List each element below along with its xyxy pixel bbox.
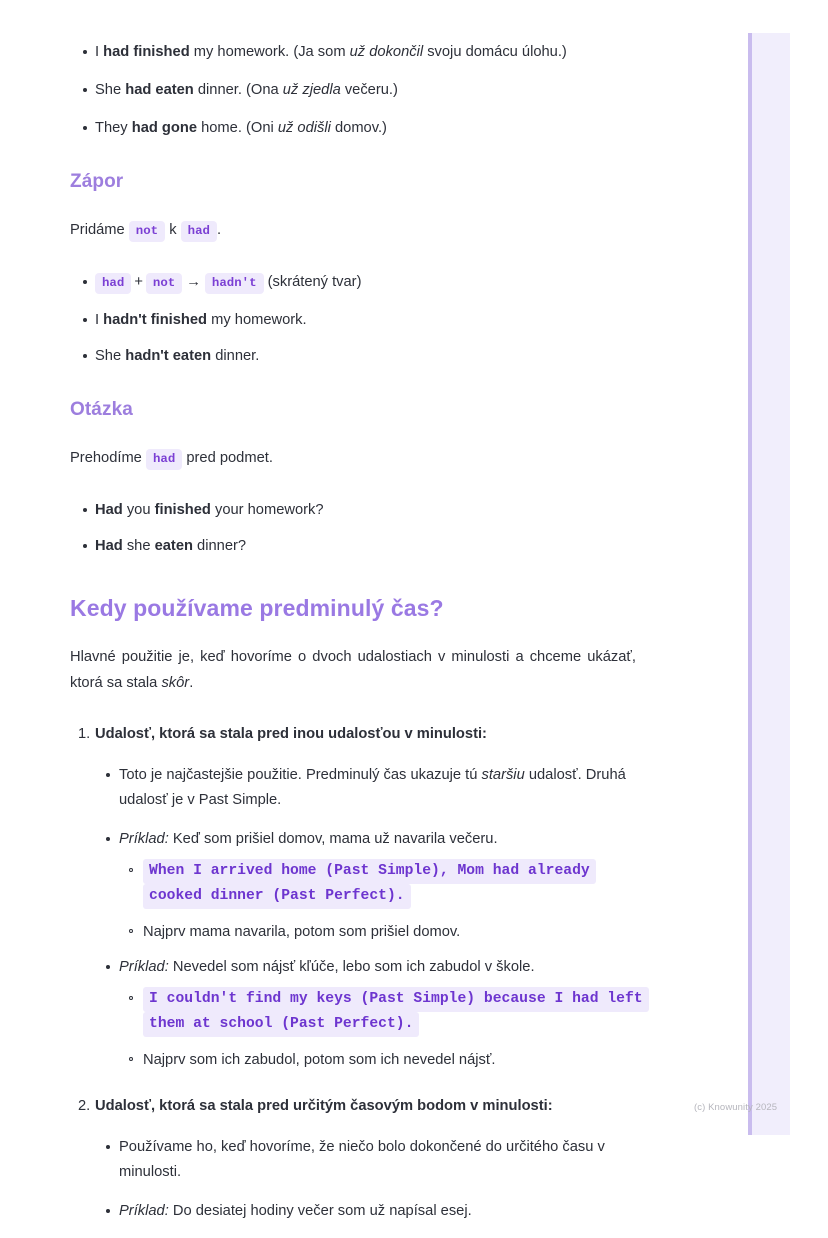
question-rule-prefix: Prehodíme [70,450,142,466]
code-chip-had: had [95,273,131,294]
code-chip-not: not [129,221,165,242]
list-item [95,763,664,813]
list-item-note: Najprv som ich zabudol, potom som ich nevedel nájsť. [119,1048,670,1073]
list-item [70,344,670,369]
negative-rule [70,217,670,244]
affirmative-examples-list [70,40,670,141]
example-prefix: She [95,348,126,364]
example-suffix: domov.) [330,120,387,136]
example-suffix: dinner. [211,348,260,364]
example-bold: finished [154,502,211,518]
usage-intro-suffix: . [189,675,194,691]
usage-intro-paragraph [70,644,636,696]
list-item [70,308,670,333]
code-chip-had: had [181,221,217,242]
sub-text-prefix: Toto je najčastejšie použitie. Predminulý čas ukazuje tú [119,767,482,783]
list-item [70,40,670,65]
sub-text-prefix: Používame ho, keď hovoríme, že niečo bolo dokončené do určitého času v minulosti. [119,1139,605,1180]
example-italic: už odišli [277,120,331,136]
arrow-icon: → [186,274,201,290]
list-item [70,78,670,103]
code-block: When I arrived home (Past Simple), Mom had already cooked dinner (Past Perfect). [143,859,596,909]
example-text: Nevedel som nájsť kľúče, lebo som ich zabudol v škole. [168,959,535,975]
plus-sign: + [134,274,143,290]
section-title-negative: Zápor [70,171,124,192]
usage-intro-italic: skôr [161,675,190,691]
page-title-usage: Kedy používame predminulý čas? [70,595,444,621]
code-chip-not: not [146,273,182,294]
example-middle: she [122,538,155,554]
question-rule-suffix: pred podmet. [186,450,273,466]
example-label: Príklad: [119,831,169,847]
decorative-right-line [748,33,752,1135]
example-bold: hadn't finished [103,312,208,328]
example-suffix: svoju domácu úlohu.) [423,44,567,60]
usage-sub-list [95,763,670,1073]
example-prefix: I [95,312,104,328]
example-bold: had finished [103,44,190,60]
example-bold: had eaten [125,82,194,98]
negative-rule-suffix: . [216,222,222,238]
section-title-question: Otázka [70,399,133,420]
example-bold: hadn't eaten [125,348,212,364]
example-suffix: my homework. [207,312,307,328]
sub-text-italic: staršiu [481,767,525,783]
usage-numbered-list [70,722,670,1224]
example-bold: had gone [131,120,198,136]
example-suffix: večeru.) [340,82,398,98]
list-item [70,116,670,141]
code-block: I couldn't find my keys (Past Simple) because I had left them at school (Past Perfect). [143,987,649,1037]
example-text: Do desiatej hodiny večer som už napísal esej. [168,1203,472,1219]
example-suffix: dinner? [192,538,247,554]
usage-sub-list [95,1135,670,1224]
example-middle: dinner. (Ona [193,82,283,98]
sub-text-suffix: udalosť. Druhá udalosť je v Past Simple. [119,767,626,808]
watermark-copyright: (c) Knowunity 2025 [694,1102,778,1113]
list-item [95,1135,664,1185]
example-detail-list [119,859,670,945]
numbered-item [70,722,670,1073]
list-item [70,498,670,523]
example-prefix: She [95,82,126,98]
question-examples-list [70,498,670,559]
example-prefix: They [95,120,132,136]
list-item-formula [70,270,670,296]
question-rule [70,445,670,472]
numbered-item [70,1094,670,1224]
list-item-code [119,859,643,909]
usage-intro-prefix: Hlavné použitie je, keď hovoríme o dvoch udalostiach v minulosti a chceme ukázať, ktorá sa stala [70,649,636,691]
example-bold-lead: Had [95,538,123,554]
example-middle: my homework. (Ja som [189,44,350,60]
example-middle: you [122,502,155,518]
example-italic: už zjedla [282,82,341,98]
list-item-example [95,827,670,945]
example-prefix: I [95,44,104,60]
formula-note: (skrátený tvar) [267,274,362,290]
code-chip-hadnt: hadn't [205,273,264,294]
list-item [70,534,670,559]
negative-examples-list [70,270,670,369]
negative-rule-middle: k [169,222,177,238]
list-item-code [119,987,655,1037]
item-title: Udalosť, ktorá sa stala pred určitým časovým bodom v minulosti: [95,1098,553,1114]
example-label: Príklad: [119,959,169,975]
example-detail-list [119,987,670,1073]
list-item-note: Najprv mama navarila, potom som prišiel domov. [119,920,670,945]
document-content [70,0,670,1238]
list-item-example [95,955,670,1073]
negative-rule-prefix: Pridáme [70,222,125,238]
code-chip-had: had [146,449,182,470]
example-suffix: your homework? [210,502,324,518]
item-title: Udalosť, ktorá sa stala pred inou udalosťou v minulosti: [95,726,487,742]
list-item-example [95,1199,670,1224]
decorative-right-band [748,33,790,1135]
example-bold-lead: Had [95,502,123,518]
example-bold: eaten [154,538,193,554]
example-middle: home. (Oni [197,120,278,136]
example-text: Keď som prišiel domov, mama už navarila večeru. [168,831,498,847]
example-italic: už dokončil [349,44,424,60]
example-label: Príklad: [119,1203,169,1219]
